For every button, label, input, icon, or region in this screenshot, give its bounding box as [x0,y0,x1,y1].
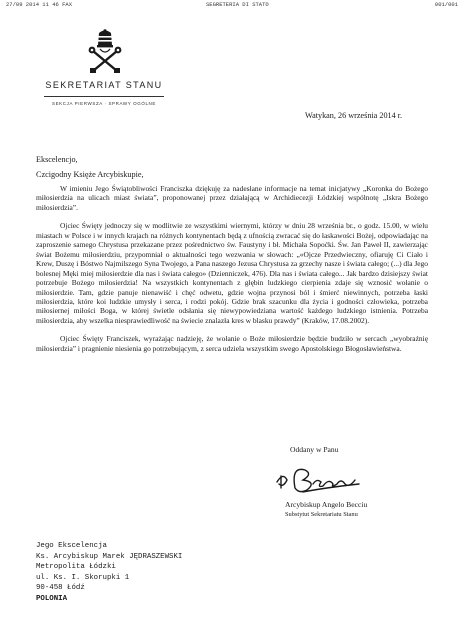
letter-body [36,184,428,362]
address-line-5: 90-458 Łódź [36,584,85,593]
address-line-6: POLONIA [36,594,68,603]
fax-sender: SEGRETERIA DI STATO [206,1,269,8]
salutation-line-2: Czcigodny Księże Arcybiskupie, [36,170,144,179]
recipient-address [36,541,182,605]
letterhead-divider [44,96,164,97]
letterhead [24,80,184,106]
paragraph-1: W imieniu Jego Świątobliwości Franciszka dziękuję za nadesłane informacje na temat inicjatywy „Koronka do Bożego miłosierdzia na ulicach miast świata”, proponowanej przez działającą w Archidiecezji Łódzkiej wspólnotę „Iskra Bożego miłosierdzia”. [36,184,428,212]
fax-timestamp: 27/09 2014 11 46 FAX [6,1,73,8]
letterhead-title: SEKRETARIAT STANU [45,80,163,90]
handwritten-signature-icon [273,462,365,496]
salutation [36,152,144,182]
letterhead-subtitle: SEKCJA PIERWSZA · SPRAWY OGÓLNE [51,101,157,106]
address-line-4: ul. Ks. I. Skorupki 1 [36,573,130,582]
papal-keys-tiara-icon [84,29,126,75]
fax-header [0,0,464,9]
address-line-1: Jego Ekscelencja [36,542,107,550]
paragraph-3: Ojciec Święty Franciszek, wyrażając nadzieję, że wołanie o Boże miłosierdzie będzie budziło w sercach „wyobraźnię miłosierdzia” i pragnienie niesienia go potrzebującym, z serca udziela wszystkim swego Apostolskiego Błogosławieństwa. [36,334,428,353]
signer-name: Arcybiskup Angelo Becciu [285,500,368,509]
closing-formula: Oddany w Panu [290,445,339,454]
fax-page-counter: 001/001 [434,1,458,8]
date-line: Watykan, 26 września 2014 r. [305,111,403,120]
paragraph-2: Ojciec Święty jednoczy się w modlitwie ze wszystkimi wiernymi, którzy w dniu 28 września br., o godz. 15.00, w wielu miastach w Polsce i w innych krajach na różnych kontynentach będą z ufnością zwracać się do łaskawości Bożej, odpowiadając na zaproszenie samego Chrystusa przekazane przez pośrednictwo św. Faustyny i bł. Michała Sopoćki. Św. Jan Paweł II, zawierzając świat Bożemu miłosierdziu, przypomniał o aktualności tego wezwania w słowach: „«Ojcze Przedwieczny, ofiaruję Ci Ciało i Krew, Duszę i Bóstwo Najmilszego Syna Twojego, a Pana naszego Jezusa Chrystusa za grzechy nasze i świata całego; (...) dla Jego bolesnej Męki miej miłosierdzie dla nas i świata całego» (Dzienniczek, 476). Dla nas i świata całego... Jak bardzo dzisiejszy świat potrzebuje Bożego miłosierdzia! Na wszystkich kontynentach z głębin ludzkiego cierpienia zdaje się wznosić wołanie o miłosierdzie. Tam, gdzie panuje nienawiść i chęć odwetu, gdzie wojna przynosi ból i śmierć niewinnych, potrzeba łaski miłosierdzia, które koi ludzkie umysły i serca, i rodzi pokój. Gdzie brak szacunku dla życia i godności człowieka, potrzeba miłosiernej miłości Boga, w której świetle odsłania się niewypowiedziana wartość każdego ludzkiego istnienia. Potrzeba miłosierdzia, aby wszelka niesprawiedliwość na świecie znalazła kres w blasku prawdy” (Kraków, 17.08.2002). [36,221,428,325]
salutation-line-1: Ekscelencjo, [36,155,78,164]
signer-title: Substytut Sekretariatu Stanu [285,511,358,518]
address-line-2: Ks. Arcybiskup Marek JĘDRASZEWSKI [36,552,183,561]
address-line-3: Metropolita Łódzki [36,563,116,572]
signer-block [285,500,367,520]
